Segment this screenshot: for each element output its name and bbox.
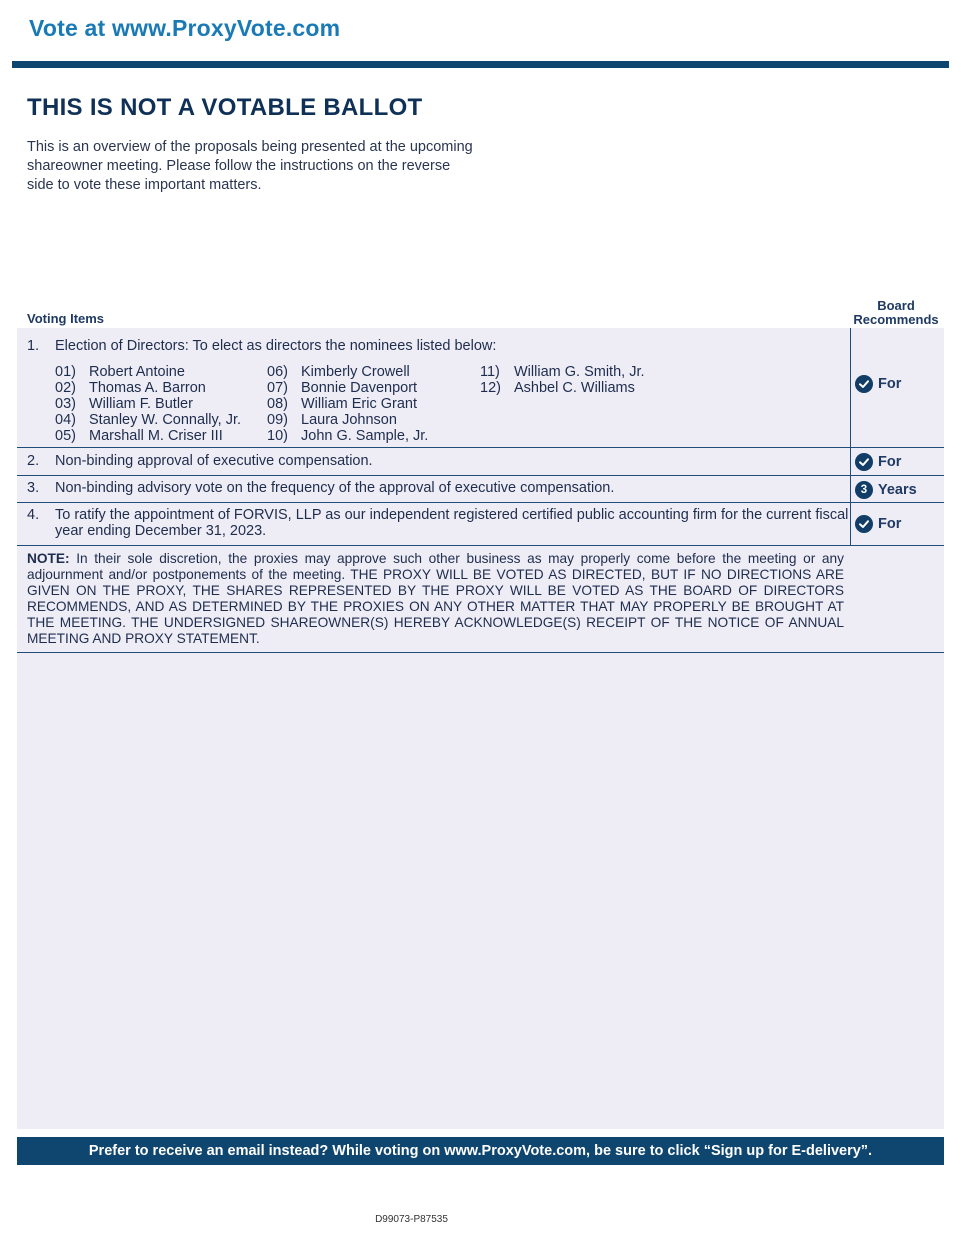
nominee: 04) Stanley W. Connally, Jr. [55,412,242,428]
voting-item-2 [17,448,944,476]
checkmark-icon [855,515,873,533]
checkmark-icon [855,453,873,471]
note-label: NOTE: [27,551,70,566]
ballot-title: THIS IS NOT A VOTABLE BALLOT [27,94,423,121]
voting-items-header: Voting Items [27,311,105,326]
nominee: 06) Kimberly Crowell [267,364,410,380]
voting-item-1 [17,328,944,448]
recommendation: For [855,375,901,393]
recommendation-cell [850,328,944,447]
recommendation-cell [850,448,944,475]
board-recommends-header [850,299,942,327]
header-divider [12,61,949,68]
item-text: Election of Directors: To elect as directors the nominees listed below: [55,338,497,354]
nominee: 08) William Eric Grant [267,396,418,412]
intro-text: This is an overview of the proposals being presented at the upcoming shareowner meeting. Please follow the instructions on the reverse side to vote these important matters. [27,139,473,193]
recommendation: For [855,453,901,471]
recommendation: For [855,515,901,533]
nominee: 10) John G. Sample, Jr. [267,428,429,444]
nominee: 11) William G. Smith, Jr. [480,364,645,380]
board-recommends-line1: Board [877,298,915,313]
header-title: Vote at www.ProxyVote.com [29,15,341,41]
item-number: 2. [27,453,40,469]
e-delivery-banner: Prefer to receive an email instead? While voting on www.ProxyVote.com, be sure to click “Sign up for E-delivery”. [17,1137,944,1165]
recommendation: 3 Years [855,481,917,499]
board-recommends-line2: Recommends [853,312,939,327]
item-number: 4. [27,507,40,523]
nominee: 07) Bonnie Davenport [267,380,418,396]
recommendation-cell [850,476,944,502]
item-text: Non-binding approval of executive compensation. [55,453,373,469]
item-number: 1. [27,338,40,354]
nominee: 03) William F. Butler [55,396,193,412]
nominee: 02) Thomas A. Barron [55,380,206,396]
nominee: 12) Ashbel C. Williams [480,380,635,396]
item-text: To ratify the appointment of FORVIS, LLP as our independent registered certified public accounting firm for the current fiscal year ending December 31, 2023. [55,507,849,539]
nominee: 09) Laura Johnson [267,412,397,428]
voting-item-3 [17,476,944,503]
nominee-column-3 [480,364,645,396]
nominee-column-2 [267,364,428,444]
note-text: In their sole discretion, the proxies may approve such other business as may properly come before the meeting or any adjournment and/or postponements of the meeting. THE PROXY WILL BE VOTED AS DIRECTED, BUT IF NO DIRECTIONS ARE GIVEN ON THE PROXY, THE SHARES REPRESENTED BY THE PROXY WILL BE VOTED AS THE BOARD OF DIRECTORS RECOMMENDS, AND AS DETERMINED BY THE PROXIES ON ANY OTHER MATTER THAT MAY PROPERLY BE BROUGHT AT THE MEETING. THE UNDERSIGNED SHAREOWNER(S) HEREBY ACKNOWLEDGE(S) RECEIPT OF THE NOTICE OF ANNUAL MEETING AND PROXY STATEMENT. [27,551,844,646]
nominee: 01) Robert Antoine [55,364,185,380]
number-three-icon: 3 [855,481,873,499]
nominee: 05) Marshall M. Criser III [55,428,223,444]
item-text: Non-binding advisory vote on the frequency of the approval of executive compensation. [55,480,615,496]
note-row-divider [17,546,944,653]
document-code: D99073-P87535 [375,1214,448,1225]
nominee-column-1 [55,364,241,444]
voting-item-4 [17,503,944,546]
checkmark-icon [855,375,873,393]
recommendation-cell [850,503,944,545]
item-number: 3. [27,480,40,496]
